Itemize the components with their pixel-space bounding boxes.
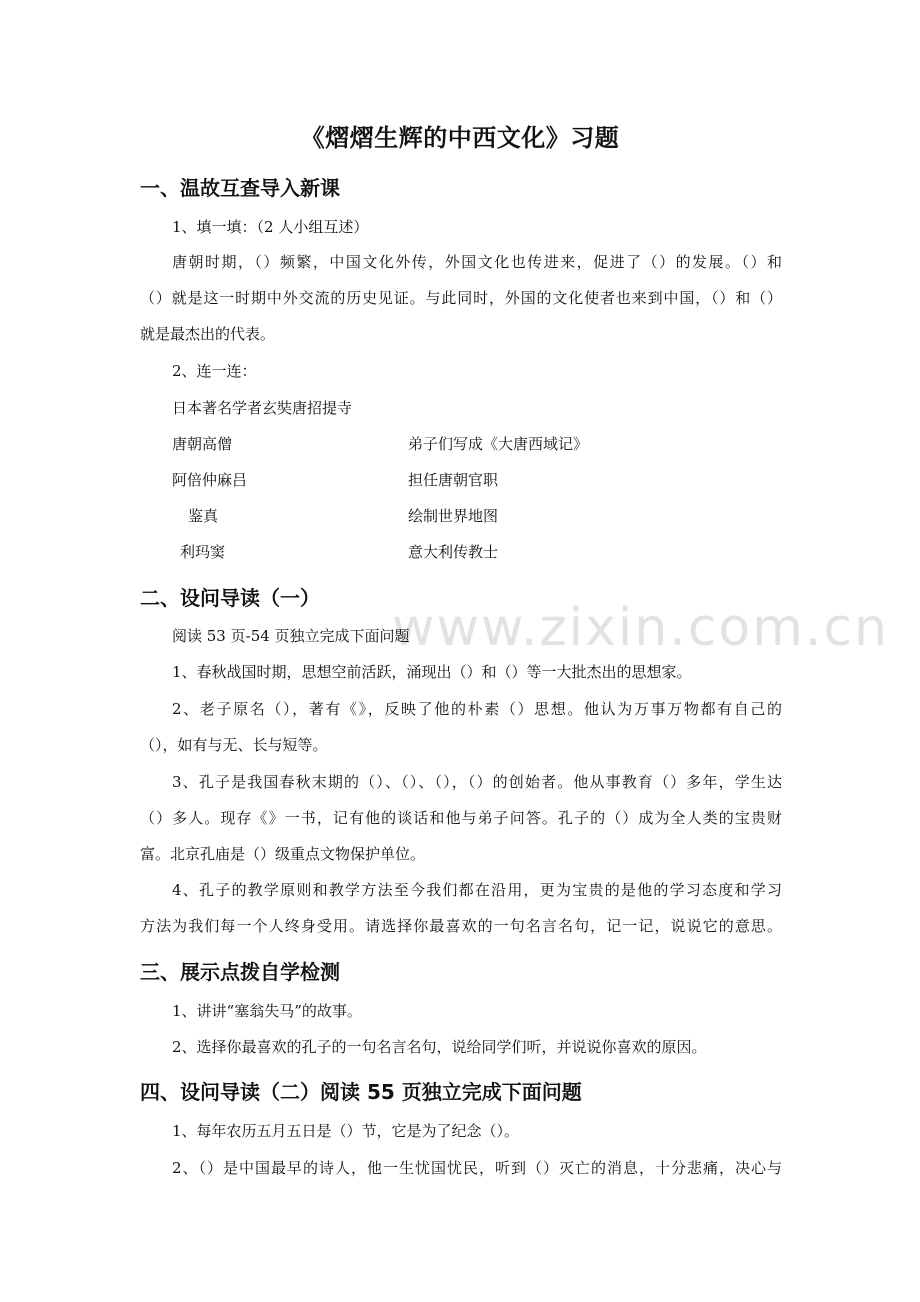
section-heading-4: 四、设问导读（二）阅读 55 页独立完成下面问题 bbox=[140, 1080, 582, 1104]
match-left-item: 阿倍仲麻吕 bbox=[172, 471, 248, 489]
section-heading-3: 三、展示点拨自学检测 bbox=[140, 960, 340, 984]
section-heading-2: 二、设问导读（一） bbox=[140, 586, 320, 610]
s1-q2-label: 2、连一连： bbox=[172, 362, 257, 380]
s1-q1-line3: 就是最杰出的代表。 bbox=[140, 325, 276, 343]
s2-q1: 1、春秋战国时期，思想空前活跃，涌现出（）和（）等一大批杰出的思想家。 bbox=[172, 663, 692, 681]
s2-q3-line1: 3、孔子是我国春秋末期的（）、（）、（），（）的创始者。他从事教育（）多年，学生达 bbox=[172, 773, 782, 791]
s2-q4-line2: 方法为我们每一个人终身受用。请选择你最喜欢的一句名言名句，记一记，说说它的意思。 bbox=[140, 917, 782, 935]
match-right-item: 担任唐朝官职 bbox=[408, 471, 499, 489]
match-right-item: 意大利传教士 bbox=[408, 543, 499, 561]
s1-q1-label: 1、填一填：（2 人小组互述） bbox=[172, 218, 369, 236]
s2-q2-line1: 2、老子原名（），著有《》，反映了他的朴素（）思想。他认为万事万物都有自己的 bbox=[172, 700, 782, 718]
s3-q1: 1、讲讲“塞翁失马”的故事。 bbox=[172, 1002, 362, 1020]
match-left-item: 唐朝高僧 bbox=[172, 435, 233, 453]
s1-q1-line2: （）就是这一时期中外交流的历史见证。与此同时，外国的文化使者也来到中国，（）和（） bbox=[140, 289, 782, 307]
match-left-item: 鉴真 bbox=[188, 507, 219, 525]
s2-q2-line2: （），如有与无、长与短等。 bbox=[140, 736, 328, 754]
match-head: 日本著名学者玄奘唐招提寺 bbox=[172, 399, 353, 417]
s2-q4-line1: 4、孔子的教学原则和教学方法至今我们都在沿用，更为宝贵的是他的学习态度和学习 bbox=[172, 881, 782, 899]
s3-q2: 2、选择你最喜欢的孔子的一句名言名句，说给同学们听，并说说你喜欢的原因。 bbox=[172, 1038, 707, 1056]
s2-q3-line3: 富。北京孔庙是（）级重点文物保护单位。 bbox=[140, 845, 426, 863]
s2-q3-line2: （）多人。现存《》一书，记有他的谈话和他与弟子问答。孔子的（）成为全人类的宝贵财 bbox=[140, 809, 782, 827]
match-right-item: 绘制世界地图 bbox=[408, 507, 499, 525]
match-right-item: 弟子们写成《大唐西域记》 bbox=[408, 435, 589, 453]
watermark-text: www.zixin.com.cn bbox=[392, 598, 889, 658]
s2-intro: 阅读 53 页-54 页独立完成下面问题 bbox=[172, 627, 410, 645]
s1-q1-line1: 唐朝时期，（）频繁，中国文化外传，外国文化也传进来，促进了（）的发展。（）和 bbox=[172, 253, 782, 271]
s4-q2-line1: 2、（）是中国最早的诗人，他一生忧国忧民，听到（）灭亡的消息，十分悲痛，决心与 bbox=[172, 1159, 782, 1177]
s4-q1: 1、每年农历五月五日是（）节，它是为了纪念（）。 bbox=[172, 1122, 520, 1140]
section-heading-1: 一、温故互查导入新课 bbox=[140, 176, 340, 200]
match-left-item: 利玛窦 bbox=[180, 543, 226, 561]
page-title: 《熠熠生辉的中西文化》习题 bbox=[300, 123, 620, 152]
